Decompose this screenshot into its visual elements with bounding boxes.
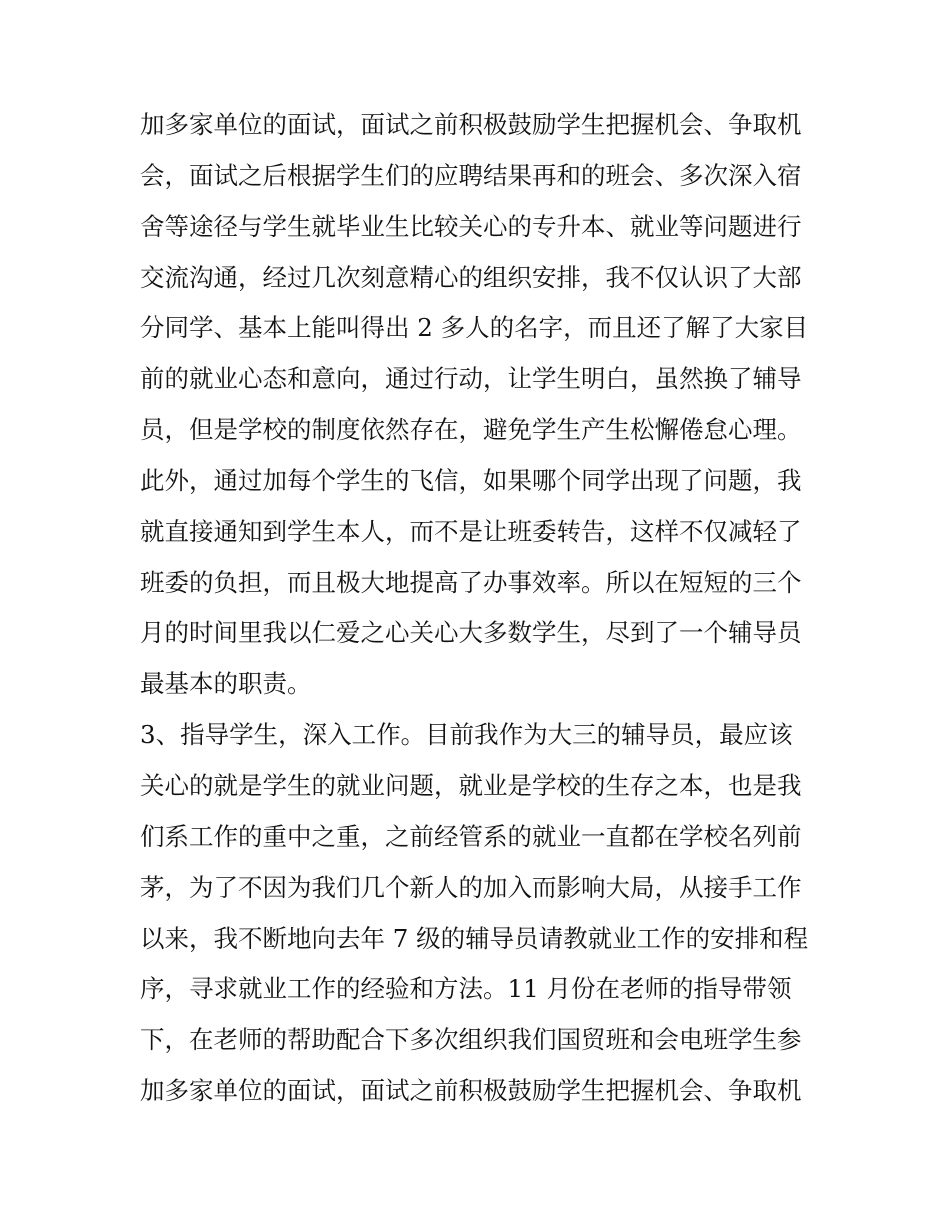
body-text <box>140 100 820 1117</box>
text-line: 交流沟通，经过几次刻意精心的组织安排，我不仅认识了大部 <box>140 262 802 292</box>
text-line: 们系工作的重中之重，之前经管系的就业一直都在学校名列前 <box>140 821 802 851</box>
text-line: 员，但是学校的制度依然存在，避免学生产生松懈倦怠心理。 <box>140 415 802 445</box>
text-line: 会，面试之后根据学生们的应聘结果再和的班会、多次深入宿 <box>140 160 802 190</box>
text-line: 3、指导学生，深入工作。目前我作为大三的辅导员，最应该 <box>140 720 793 750</box>
text-line: 此外，通过加每个学生的飞信，如果哪个同学出现了问题，我 <box>140 465 802 495</box>
text-line: 茅，为了不因为我们几个新人的加入而影响大局，从接手工作 <box>140 872 802 902</box>
text-line: 前的就业心态和意向，通过行动，让学生明白，虽然换了辅导 <box>140 364 802 394</box>
text-line: 下，在老师的帮助配合下多次组织我们国贸班和会电班学生参 <box>140 1025 802 1055</box>
text-line: 加多家单位的面试，面试之前积极鼓励学生把握机会、争取机 <box>140 110 802 139</box>
text-line: 舍等途径与学生就毕业生比较关心的专升本、就业等问题进行 <box>140 211 802 241</box>
text-line: 序，寻求就业工作的经验和方法。11 月份在老师的指导带领 <box>140 974 792 1004</box>
text-line: 加多家单位的面试，面试之前积极鼓励学生把握机会、争取机 <box>140 1076 802 1106</box>
text-line: 月的时间里我以仁爱之心关心大多数学生，尽到了一个辅导员 <box>140 618 802 648</box>
text-line: 最基本的职责。 <box>140 669 312 699</box>
text-line: 分同学、基本上能叫得出 2 多人的名字，而且还了解了大家目 <box>140 313 809 343</box>
text-line: 就直接通知到学生本人，而不是让班委转告，这样不仅减轻了 <box>140 516 802 546</box>
text-line: 关心的就是学生的就业问题，就业是学校的生存之本，也是我 <box>140 770 802 800</box>
text-line: 班委的负担，而且极大地提高了办事效率。所以在短短的三个 <box>140 567 802 597</box>
text-line: 以来，我不断地向去年 7 级的辅导员请教就业工作的安排和程 <box>140 923 809 953</box>
